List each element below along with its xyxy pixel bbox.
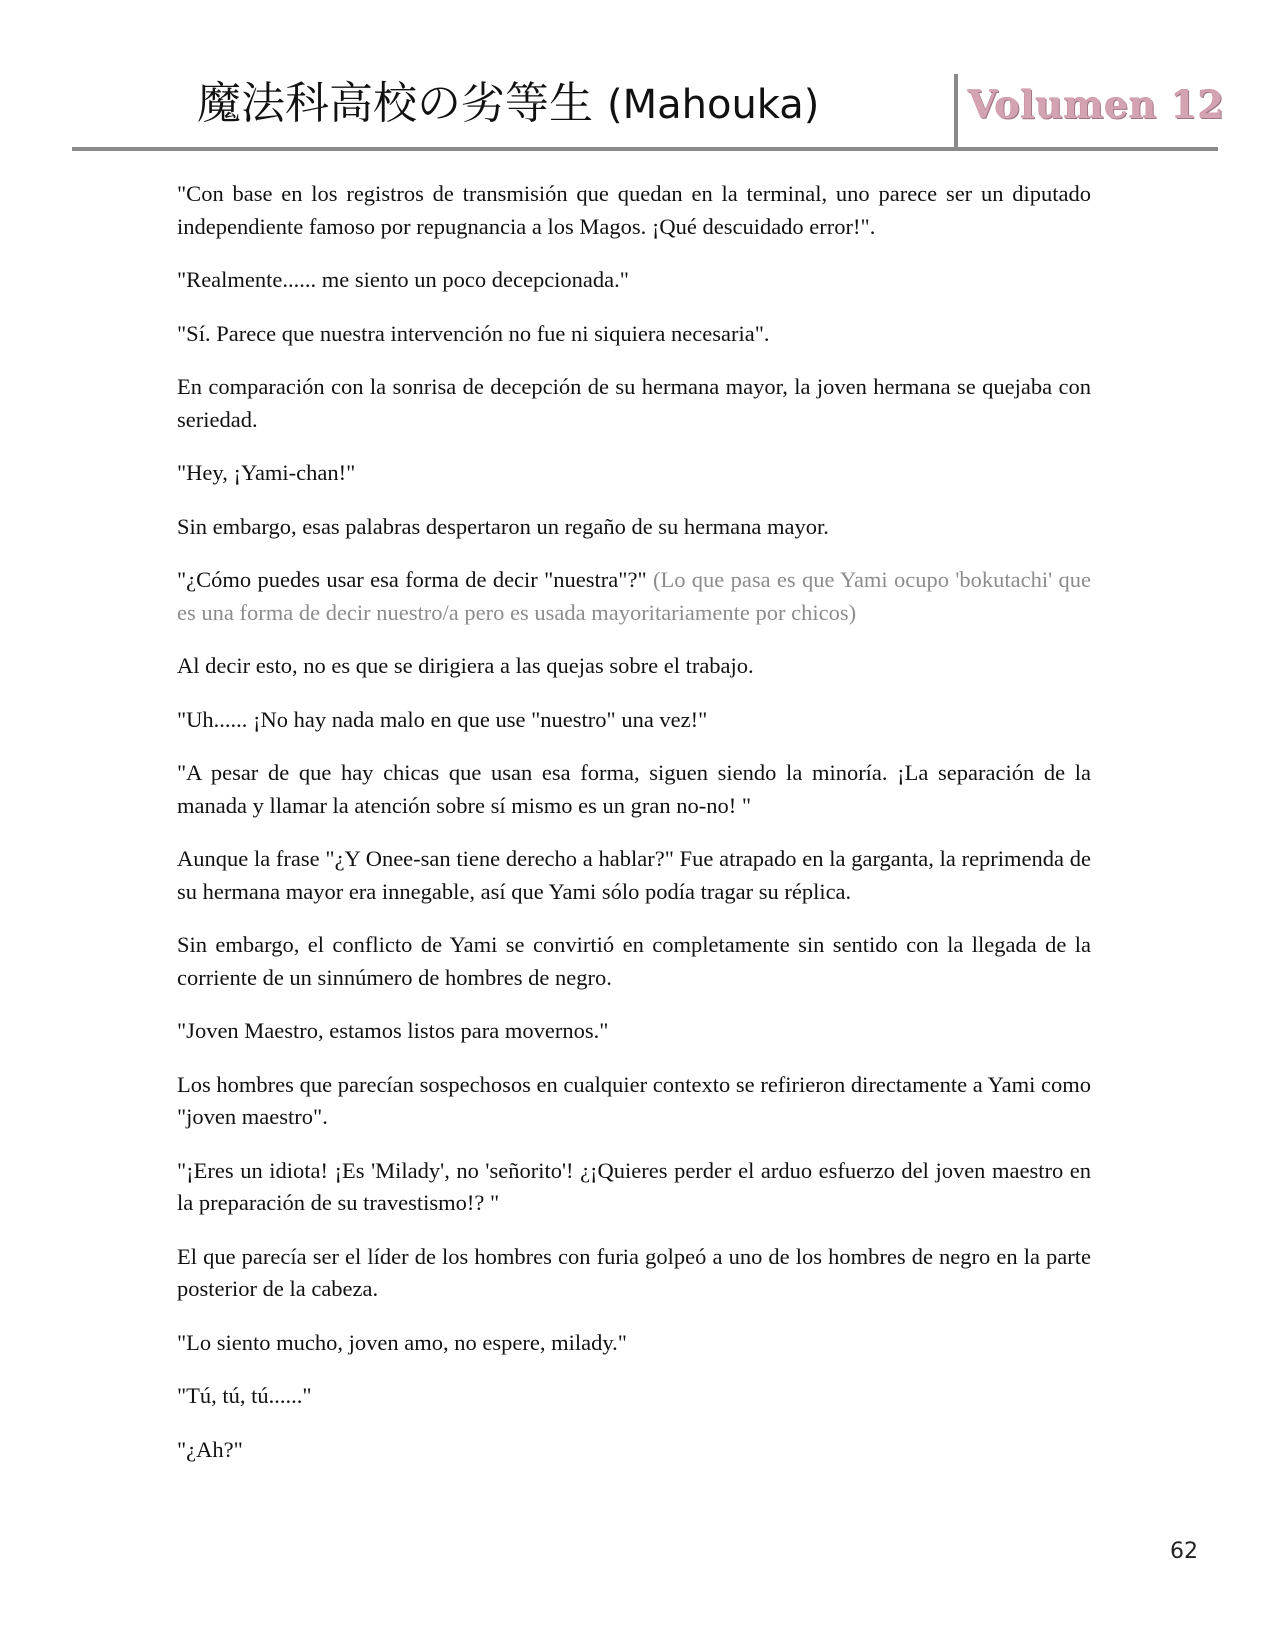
paragraph: "Lo siento mucho, joven amo, no espere, milady." [177,1329,627,1355]
page-number: 62 [1170,1539,1198,1564]
header-horizontal-rule [72,147,1218,151]
paragraph: "Uh...... ¡No hay nada malo en que use "nuestro" una vez!" [177,706,708,732]
header-vertical-divider [954,74,958,148]
paragraph: Sin embargo, esas palabras despertaron un regaño de su hermana mayor. [177,513,829,539]
paragraph-with-note [177,564,1091,629]
paragraph: "Hey, ¡Yami-chan!" [177,460,356,485]
paragraph: "Con base en los registros de transmisión que quedan en la terminal, uno parece ser un diputado independiente famoso por repugnancia a los Magos. ¡Qué descuidado error!". [177,181,1091,239]
paragraph: "A pesar de que hay chicas que usan esa forma, siguen siendo la minoría. ¡La separación de la manada y llamar la atención sobre sí mismo es un gran no-no! " [177,760,1091,818]
paragraph: "Realmente...... me siento un poco decepcionada." [177,267,629,292]
page-header [0,0,1275,152]
volume-label: Volumen 12 [968,82,1225,127]
paragraph: Aunque la frase "¿Y Onee-san tiene derecho a hablar?" Fue atrapado en la garganta, la reprimenda de su hermana mayor era innegable, así que Yami sólo podía tragar su réplica. [177,846,1091,904]
paragraph: Al decir esto, no es que se dirigiera a las quejas sobre el trabajo. [177,653,754,678]
paragraph: "¿Ah?" [177,1436,243,1462]
book-title-japanese: 魔法科高校の劣等生 [197,78,607,129]
paragraph: "Sí. Parece que nuestra intervención no fue ni siquiera necesaria". [177,320,770,346]
paragraph: En comparación con la sonrisa de decepción de su hermana mayor, la joven hermana se quejaba con seriedad. [177,374,1091,432]
paragraph-text: "¿Cómo puedes usar esa forma de decir "nuestra"?" [177,567,647,592]
book-title [197,76,819,133]
paragraph: Los hombres que parecían sospechosos en cualquier contexto se refirieron directamente a Yami como "joven maestro". [177,1071,1091,1129]
paragraph: El que parecía ser el líder de los hombres con furia golpeó a uno de los hombres de negro en la parte posterior de la cabeza. [177,1243,1091,1301]
translator-note: (Lo que pasa es que Yami ocupo 'bokutachi' que es una forma de decir nuestro/a pero es usada mayoritariamente por chicos) [177,567,1091,625]
paragraph: "¡Eres un idiota! ¡Es 'Milady', no 'señorito'! ¿¡Quieres perder el arduo esfuerzo del joven maestro en la preparación de su travestismo!? " [177,1157,1091,1215]
book-title-latin: (Mahouka) [607,82,820,128]
page-body [177,178,1091,1487]
paragraph: Sin embargo, el conflicto de Yami se convirtió en completamente sin sentido con la llegada de la corriente de un sinnúmero de hombres de negro. [177,932,1091,990]
paragraph: "Joven Maestro, estamos listos para movernos." [177,1018,609,1043]
paragraph: "Tú, tú, tú......" [177,1383,312,1408]
